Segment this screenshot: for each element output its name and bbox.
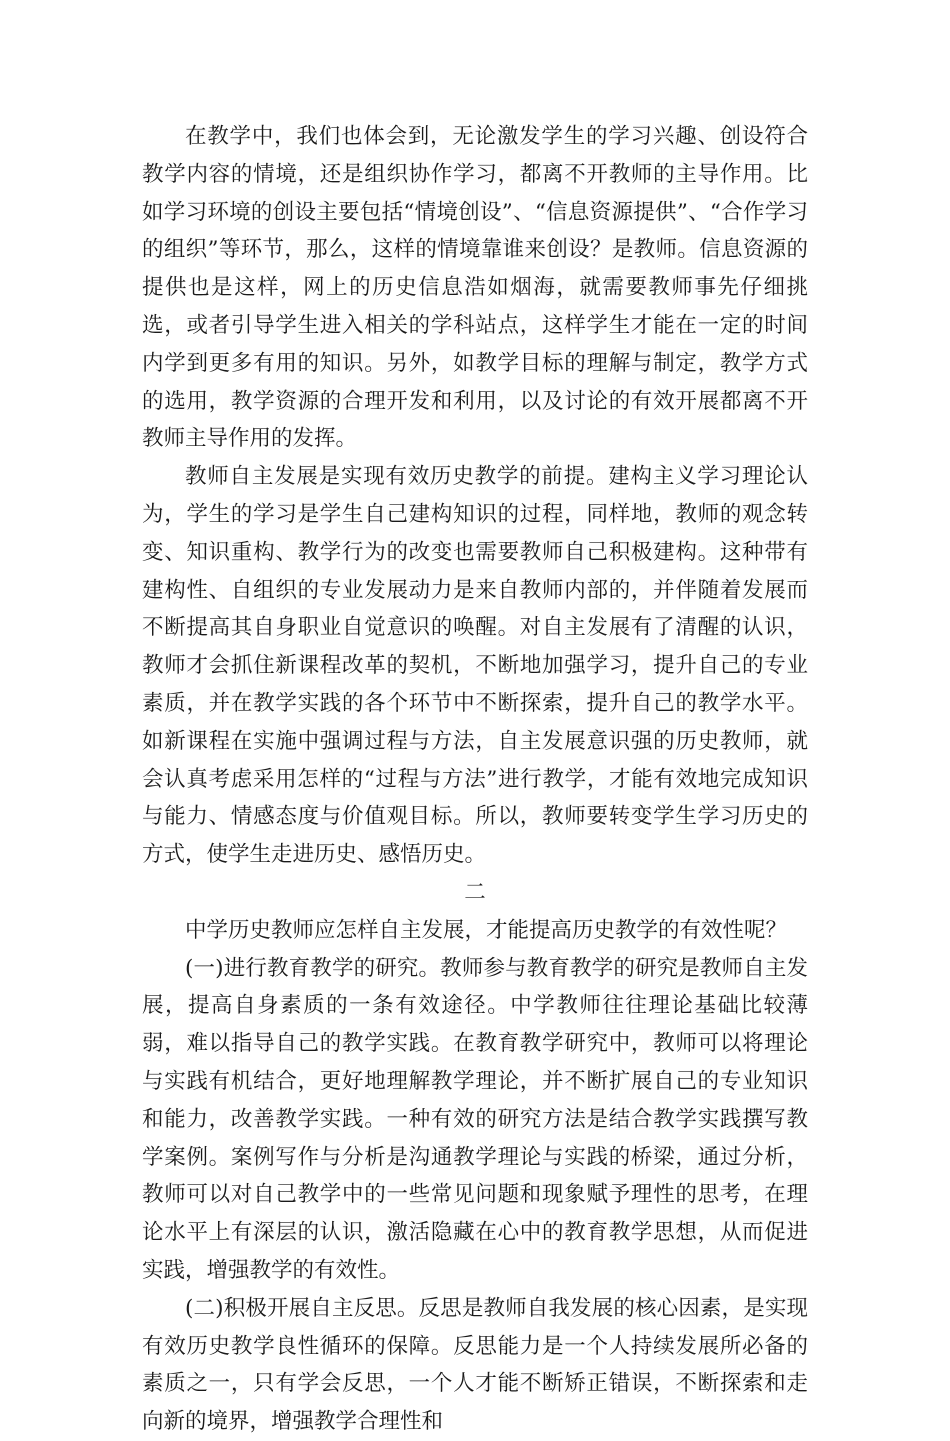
- paragraph-reflection: (二)积极开展自主反思。反思是教师自我发展的核心因素，是实现有效历史教学良性循环的保障。反思能力是一个人持续发展所必备的素质之一，只有学会反思，一个人才能不断矫正错误，不断探索和走向新的境界，增强教学合理性和: [142, 1295, 808, 1435]
- paragraph-question: 中学历史教师应怎样自主发展，才能提高历史教学的有效性呢？: [185, 917, 788, 943]
- section-heading: 二: [464, 879, 486, 905]
- paragraph-teacher-autonomy: 教师自主发展是实现有效历史教学的前提。建构主义学习理论认为，学生的学习是学生自己建构知识的过程，同样地，教师的观念转变、知识重构、教学行为的改变也需要教师自己积极建构。这种带有建构性、自组织的专业发展动力是来自教师内部的，并伴随着发展而不断提高其自身职业自觉意识的唤醒。对自主发展有了清醒的认识，教师才会抓住新课程改革的契机，不断地加强学习，提升自己的专业素质，并在教学实践的各个环节中不断探索，提升自己的教学水平。如新课程在实施中强调过程与方法，自主发展意识强的历史教师，就会认真考虑采用怎样的“过程与方法”进行教学，才能有效地完成知识与能力、情感态度与价值观目标。所以，教师要转变学生学习历史的方式，使学生走进历史、感悟历史。: [142, 464, 808, 868]
- document-body: [142, 118, 808, 1441]
- paragraph-research: (一)进行教育教学的研究。教师参与教育教学的研究是教师自主发展，提高自身素质的一条有效途径。中学教师往往理论基础比较薄弱，难以指导自己的教学实践。在教育教学研究中，教师可以将理论与实践有机结合，更好地理解教学理论，并不断扩展自己的专业知识和能力，改善教学实践。一种有效的研究方法是结合教学实践撰写教学案例。案例写作与分析是沟通教学理论与实践的桥梁，通过分析，教师可以对自己教学中的一些常见问题和现象赋予理性的思考，在理论水平上有深层的认识，激活隐藏在心中的教育教学思想，从而促进实践，增强教学的有效性。: [142, 955, 808, 1283]
- paragraph-teacher-guidance: 在教学中，我们也体会到，无论激发学生的学习兴趣、创设符合教学内容的情境，还是组织协作学习，都离不开教师的主导作用。比如学习环境的创设主要包括“情境创设”、“信息资源提供”、“合作学习的组织”等环节，那么，这样的情境靠谁来创设？是教师。信息资源的提供也是这样，网上的历史信息浩如烟海，就需要教师事先仔细挑选，或者引导学生进入相关的学科站点，这样学生才能在一定的时间内学到更多有用的知识。另外，如教学目标的理解与制定，教学方式的选用，教学资源的合理开发和利用，以及讨论的有效开展都离不开教师主导作用的发挥。: [142, 124, 808, 452]
